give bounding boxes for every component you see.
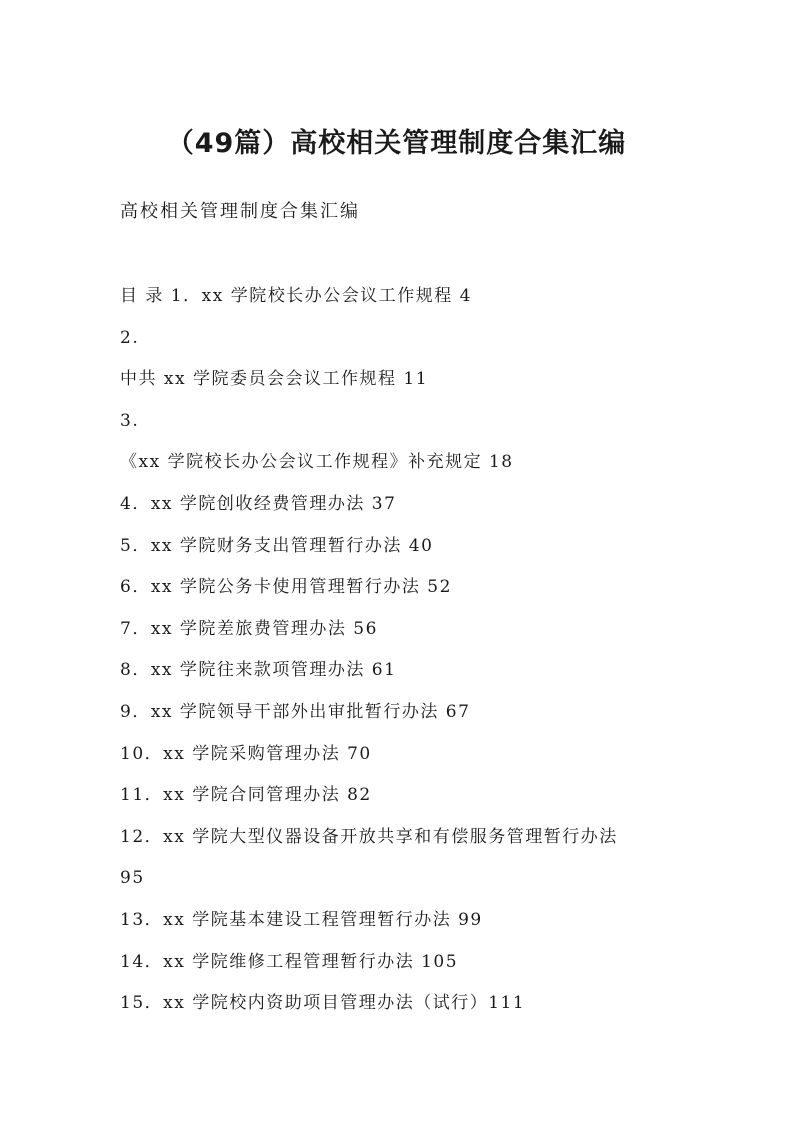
toc-line: 6．xx 学院公务卡使用管理暂行办法 52 [120,577,452,598]
toc-line: 11．xx 学院合同管理办法 82 [120,785,372,806]
toc-line: 8．xx 学院往来款项管理办法 61 [120,660,397,681]
toc-line: 7．xx 学院差旅费管理办法 56 [120,618,378,639]
toc-line: 9．xx 学院领导干部外出审批暂行办法 67 [120,701,471,722]
toc-line: 目 录 1．xx 学院校长办公会议工作规程 4 [120,286,472,306]
toc-line: 2. [120,327,140,348]
toc-line: 14．xx 学院维修工程管理暂行办法 105 [120,951,459,972]
toc-line: 《xx 学院校长办公会议工作规程》补充规定 18 [120,452,514,473]
toc-line: 95 [120,868,145,889]
toc-line: 10．xx 学院采购管理办法 70 [120,743,372,764]
document-title: （49篇）高校相关管理制度合集汇编 [166,128,627,159]
toc-line: 12．xx 学院大型仪器设备开放共享和有偿服务管理暂行办法 [120,826,618,847]
toc-line: 15．xx 学院校内资助项目管理办法（试行）111 [120,993,526,1014]
document-subtitle: 高校相关管理制度合集汇编 [120,201,360,222]
toc-line: 4．xx 学院创收经费管理办法 37 [120,493,397,514]
toc-line: 中共 xx 学院委员会会议工作规程 11 [120,369,429,390]
table-of-contents [120,282,680,1031]
toc-line: 13．xx 学院基本建设工程管理暂行办法 99 [120,909,483,930]
toc-line: 3. [120,410,140,431]
toc-line: 5．xx 学院财务支出管理暂行办法 40 [120,535,434,556]
